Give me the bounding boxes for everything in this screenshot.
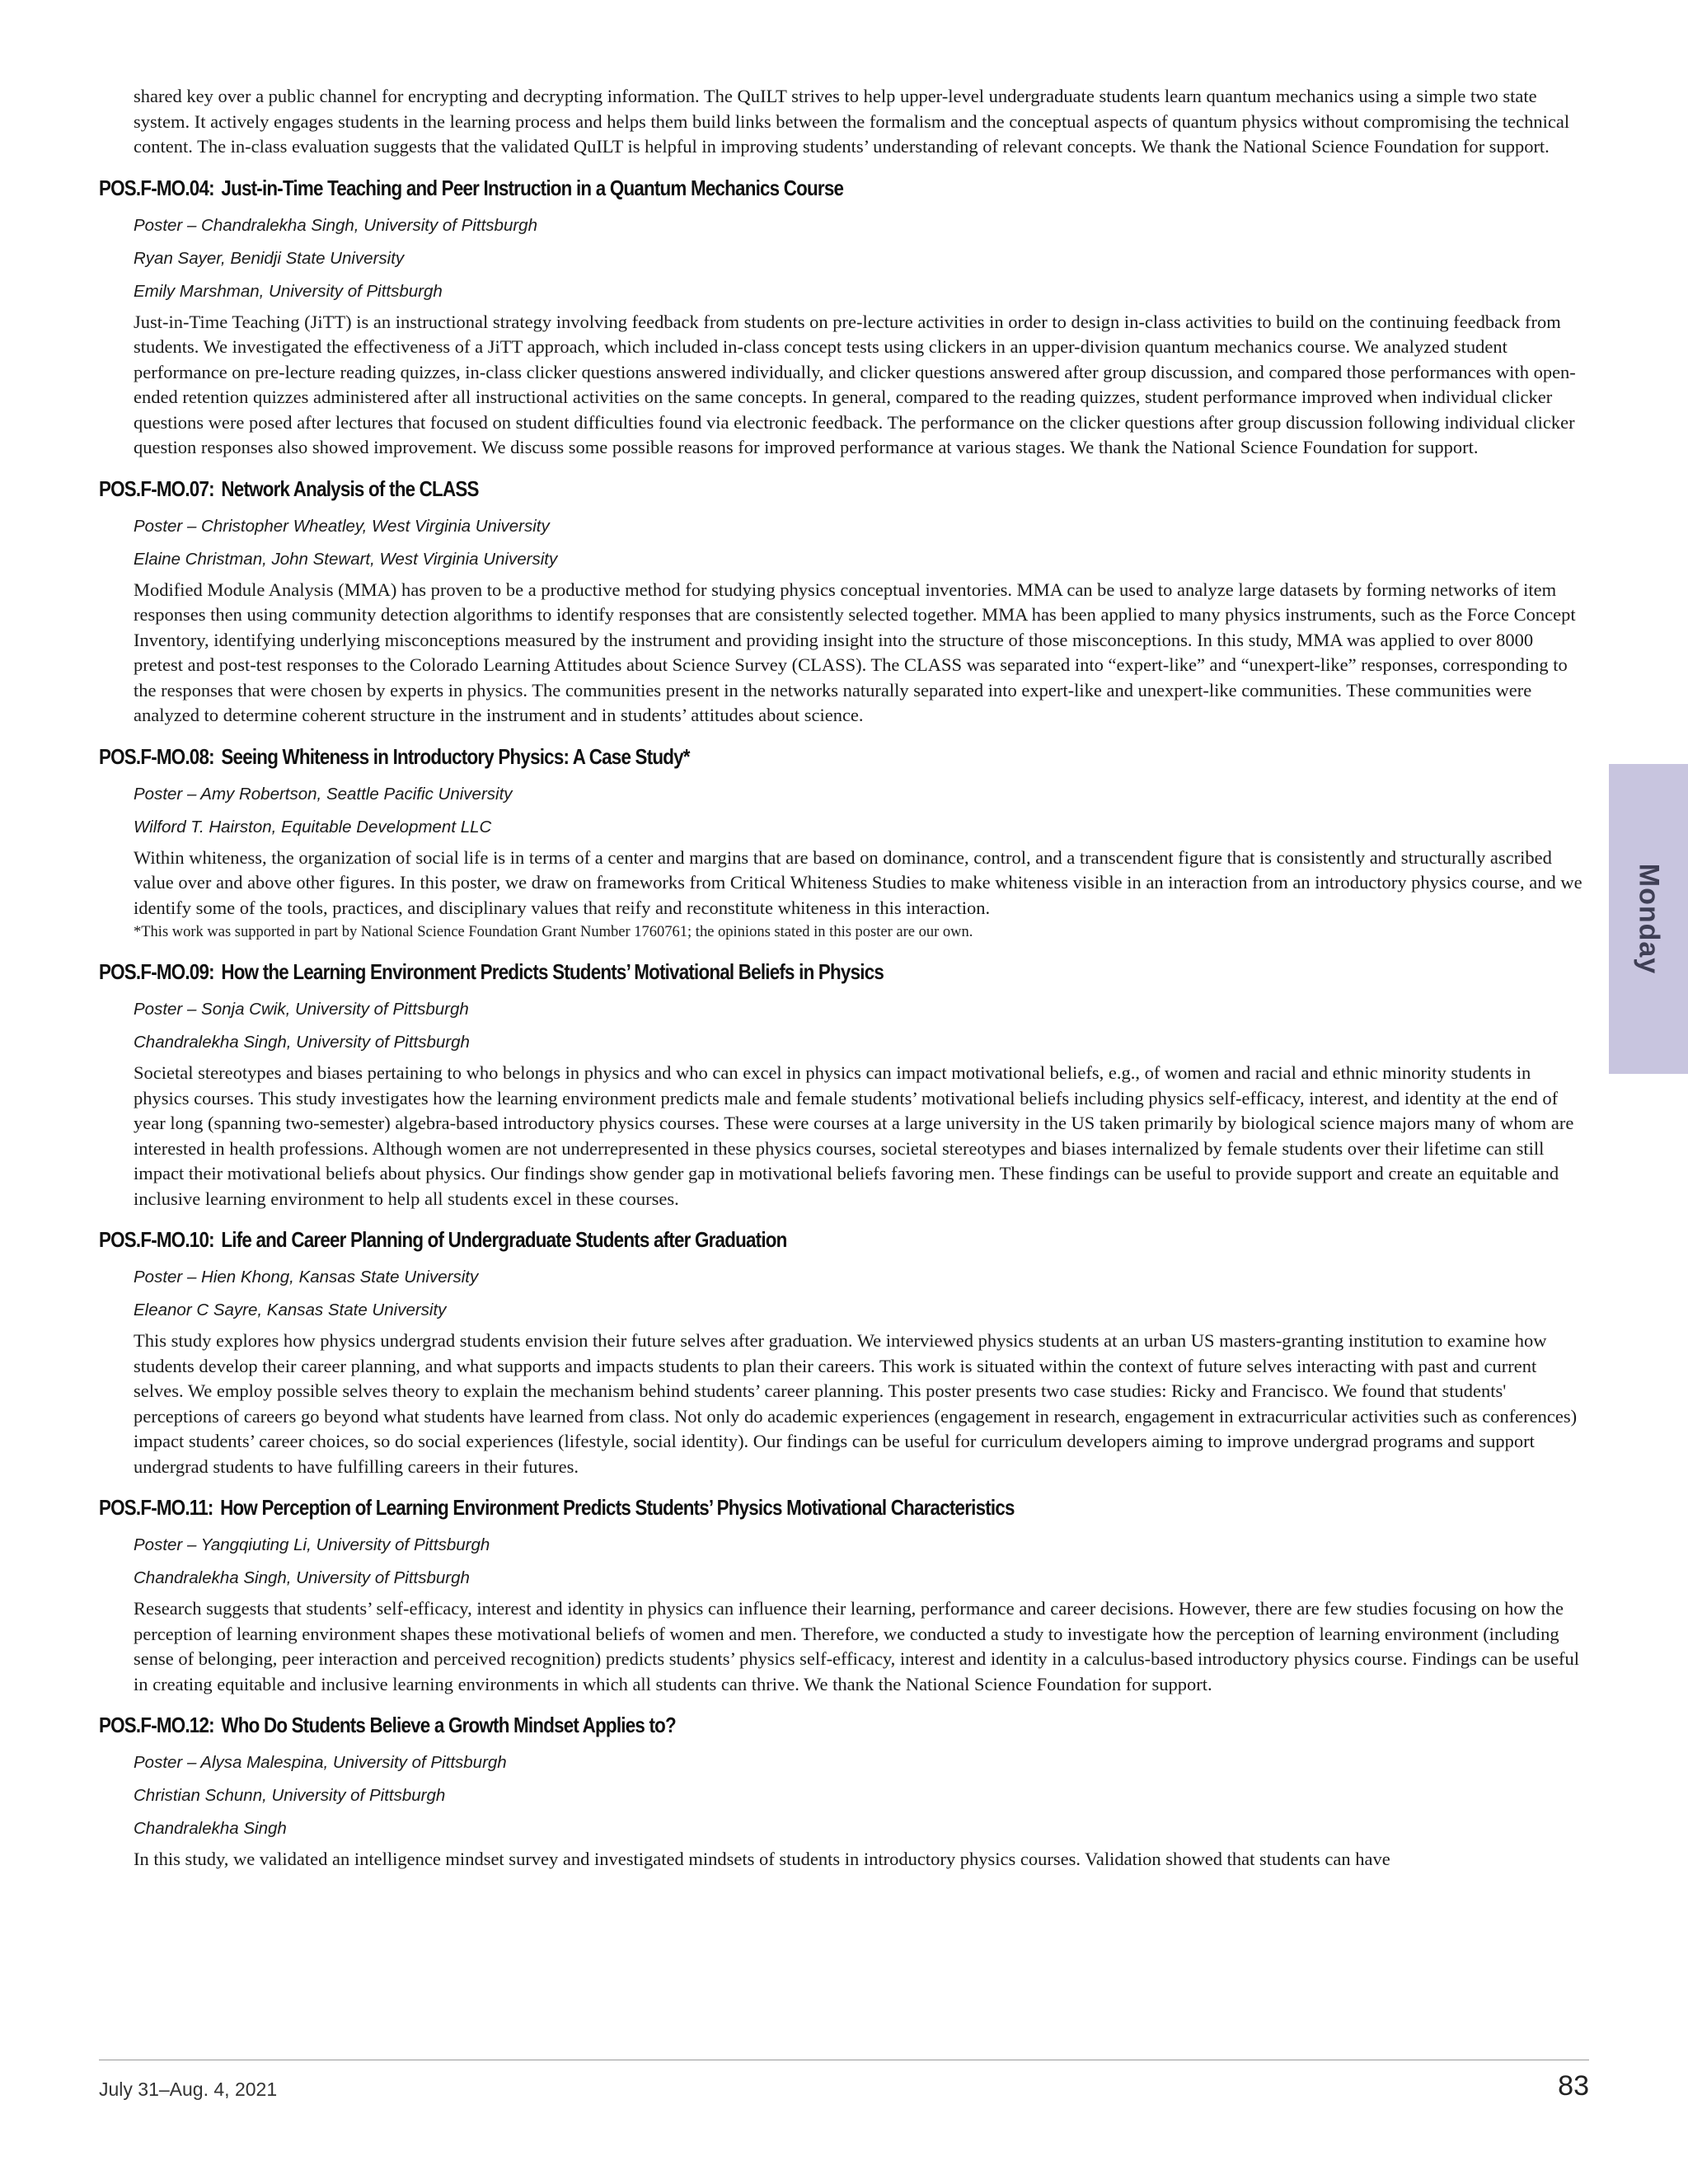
abstract-entry <box>99 743 1584 944</box>
session-code: POS.F-MO.12: <box>99 1713 214 1737</box>
author-line: Poster – Chandralekha Singh, University of Pittsburgh <box>134 215 537 235</box>
entry-heading <box>99 175 1376 201</box>
abstract-entry <box>99 958 1584 1212</box>
day-tab-label: Monday <box>1633 863 1665 975</box>
author-line: Eleanor C Sayre, Kansas State University <box>134 1301 447 1319</box>
author-line: Poster – Sonja Cwik, University of Pittsburgh <box>134 1000 469 1019</box>
entry-title: Life and Career Planning of Undergraduate Students after Graduation <box>221 1227 787 1252</box>
page-number: 83 <box>1558 2070 1589 2102</box>
session-code: POS.F-MO.04: <box>99 175 214 200</box>
entry-title: How Perception of Learning Environment Predicts Students’ Physics Motivational Characteristics <box>220 1495 1015 1520</box>
author-line: Chandralekha Singh, University of Pittsburgh <box>134 1568 470 1587</box>
abstract-text: This study explores how physics undergrad students envision their future selves after graduation. We interviewed physics students at an urban US masters-granting institution to examine how students develop their career planning, and what supports and impacts students to plan their careers. This work is situated within the context of future selves interacting with past and current selves. We employ possible selves theory to explain the mechanism behind students’ career planning. This poster presents two case studies: Ricky and Francisco. We found that students' perceptions of careers go beyond what students have learned from class. Not only do academic experiences (engagement in research, engagement in extracurricular activities such as conferences) impact students’ career choices, so do social experiences (lifestyle, social identity). Our findings can be useful for curriculum developers aiming to improve undergrad programs and support undergrad students to have fulfilling careers in their futures. <box>134 1330 1578 1477</box>
session-code: POS.F-MO.07: <box>99 476 214 501</box>
abstract-text: In this study, we validated an intelligence mindset survey and investigated mindsets of students in introductory physics courses. Validation showed that students can have <box>134 1849 1390 1869</box>
abstract-entry <box>99 175 1584 461</box>
entry-heading <box>99 476 1376 502</box>
abstract-text: Just-in-Time Teaching (JiTT) is an instructional strategy involving feedback from students on pre-lecture activities in order to design in-class activities to build on the continuing feedback from students. We investigated the effectiveness of a JiTT approach, which included in-class concept tests using clickers in an upper-division quantum mechanics course. We analyzed student performance on pre-lecture reading quizzes, in-class clicker questions answered individually, and clicker questions answered after group discussion, and compared those performances with open-ended retention quizzes administered after all instructional activities on the same concepts. In general, compared to the reading quizzes, student performance improved when individual clicker questions were posed after lectures that focused on student difficulties found via electronic feedback. The performance on the clicker questions after group discussion following individual clicker question responses also showed improvement. We discuss some possible reasons for improved performance at various stages. We thank the National Science Foundation for support. <box>134 311 1576 457</box>
author-line: Poster – Christopher Wheatley, West Virginia University <box>134 516 550 536</box>
session-code: POS.F-MO.11: <box>99 1495 213 1520</box>
author-line: Chandralekha Singh, University of Pittsburgh <box>134 1033 470 1052</box>
abstract-text: Societal stereotypes and biases pertaining to who belongs in physics and who can excel in physics can impact motivational beliefs, e.g., of women and racial and ethnic minority students in physics courses. This study investigates how the learning environment predicts male and female students’ motivational beliefs including physics self-efficacy, interest, and identity at the end of year long (spanning two-semester) algebra-based introductory physics courses. These were courses at a large university in the US taken primarily by biological science majors many of whom are interested in health professions. Although women are not underrepresented in these physics courses, societal stereotypes and biases internalized by female students over their lifetime can still impact their motivational beliefs about physics. Our findings show gender gap in motivational beliefs favoring men. These findings can be useful to provide support and create an equitable and inclusive learning environment to help all students excel in these courses. <box>134 1062 1574 1209</box>
author-line: Poster – Alysa Malespina, University of Pittsburgh <box>134 1753 507 1772</box>
session-code: POS.F-MO.09: <box>99 959 214 984</box>
author-line: Wilford T. Hairston, Equitable Development LLC <box>134 817 492 837</box>
abstract-entry <box>99 1494 1584 1697</box>
abstract-list <box>99 175 1584 1872</box>
author-line: Emily Marshman, University of Pittsburgh <box>134 281 443 301</box>
entry-title: How the Learning Environment Predicts Students’ Motivational Beliefs in Physics <box>221 959 884 984</box>
abstract-text: Modified Module Analysis (MMA) has proven to be a productive method for studying physics conceptual inventories. MMA can be used to analyze large datasets by forming networks of item responses then using community detection algorithms to identify responses that are consistently selected together. MMA has been applied to many physics instruments, such as the Force Concept Inventory, identifying underlying misconceptions measured by the instrument and providing insight into the structure of those misconceptions. In this study, MMA was applied to over 8000 pretest and post-test responses to the Colorado Learning Attitudes about Science Survey (CLASS). The CLASS was separated into “expert-like” and “unexpert-like” responses, corresponding to the responses that were chosen by experts in physics. The communities present in the networks naturally separated into expert-like and unexpert-like communities. These communities were analyzed to determine coherent structure in the instrument and in students’ attitudes about science. <box>134 579 1576 725</box>
abstract-entry <box>99 1226 1584 1479</box>
abstract-entry <box>99 1712 1584 1872</box>
session-code: POS.F-MO.10: <box>99 1227 214 1252</box>
entry-title: Just-in-Time Teaching and Peer Instruction in a Quantum Mechanics Course <box>221 175 844 200</box>
entry-heading <box>99 1712 1376 1738</box>
author-line: Chandralekha Singh <box>134 1819 287 1838</box>
day-tab[interactable] <box>1609 764 1688 1074</box>
entry-title: Seeing Whiteness in Introductory Physics: A Case Study* <box>221 743 690 769</box>
entry-heading <box>99 743 1376 770</box>
author-line: Christian Schunn, University of Pittsburgh <box>134 1786 446 1805</box>
author-line: Poster – Yangqiuting Li, University of Pittsburgh <box>134 1535 490 1554</box>
continued-abstract: shared key over a public channel for encrypting and decrypting information. The QuILT strives to help upper-level undergraduate students learn quantum mechanics using a simple two state system. It actively engages students in the learning process and helps them build links between the formalism and the conceptual aspects of quantum physics without compromising the technical content. The in-class evaluation suggests that the validated QuILT is helpful in improving students’ understanding of relevant concepts. We thank the National Science Foundation for support. <box>134 86 1570 157</box>
entry-heading <box>99 1226 1376 1253</box>
entry-heading <box>99 958 1376 985</box>
footer-date: July 31–Aug. 4, 2021 <box>99 2079 278 2100</box>
abstract-text: Research suggests that students’ self-efficacy, interest and identity in physics can influence their learning, performance and career decisions. However, there are few studies focusing on how the perception of learning environment shapes these motivational beliefs of women and men. Therefore, we conducted a study to investigate how the perception of learning environment (including sense of belonging, peer interaction and perceived recognition) predicts students’ physics self-efficacy, interest and identity in a calculus-based introductory physics course. Findings can be useful in creating equitable and inclusive learning environments in which all students can thrive. We thank the National Science Foundation for support. <box>134 1598 1580 1694</box>
author-line: Poster – Amy Robertson, Seattle Pacific University <box>134 784 513 804</box>
author-line: Poster – Hien Khong, Kansas State University <box>134 1268 479 1286</box>
author-line: Elaine Christman, John Stewart, West Virginia University <box>134 549 558 569</box>
author-line: Ryan Sayer, Benidji State University <box>134 248 405 268</box>
entry-heading <box>99 1494 1376 1521</box>
session-code: POS.F-MO.08: <box>99 743 214 769</box>
footnote: *This work was supported in part by National Science Foundation Grant Number 1760761; the opinions stated in this poster are our own. <box>134 924 973 940</box>
entry-title: Network Analysis of the CLASS <box>221 476 479 501</box>
entry-title: Who Do Students Believe a Growth Mindset Applies to? <box>221 1713 676 1737</box>
page-content <box>99 84 1584 1872</box>
abstract-text: Within whiteness, the organization of social life is in terms of a center and margins that are based on dominance, control, and a transcendent figure that is consistently and structurally ascribed value over and above other figures. In this poster, we draw on frameworks from Critical Whiteness Studies to make whiteness visible in an interaction from an introductory physics course, and we identify some of the tools, practices, and disciplinary values that reify and reconstitute whiteness in this interaction. <box>134 846 1582 918</box>
abstract-entry <box>99 476 1584 729</box>
